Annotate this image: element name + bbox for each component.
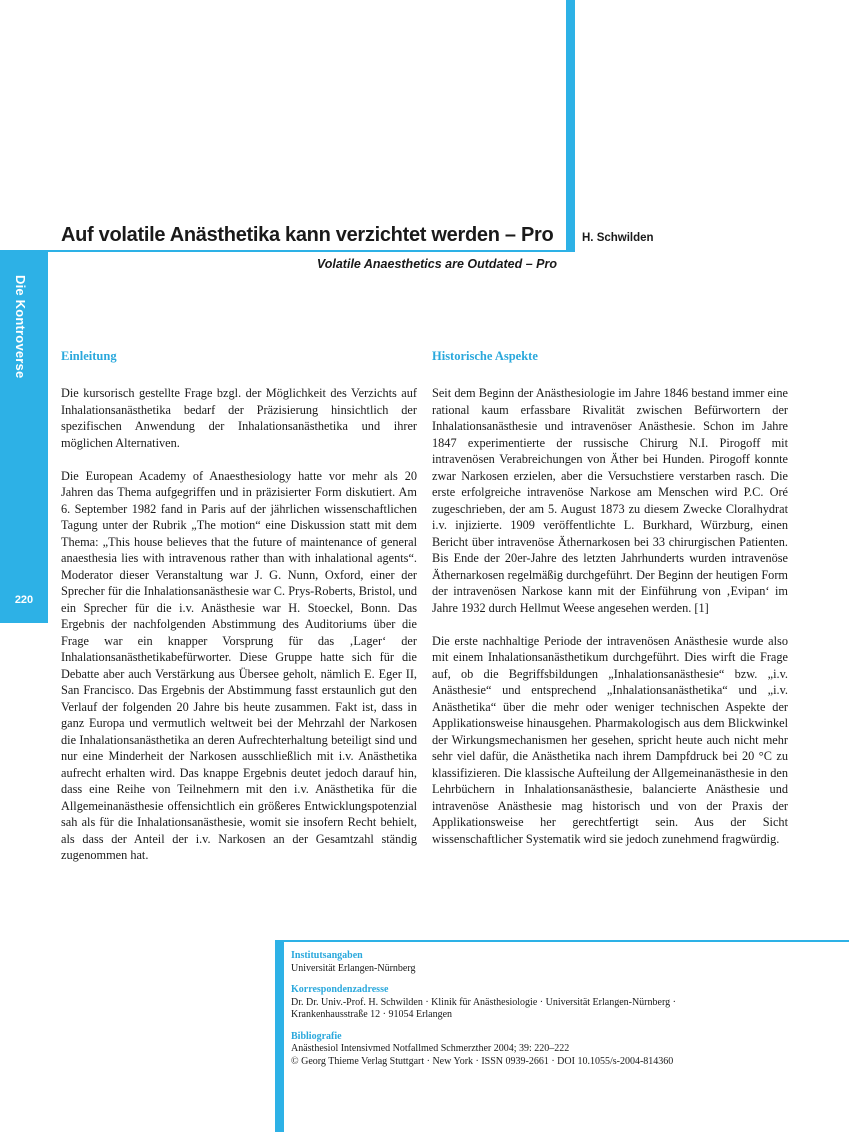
paragraph: Die erste nachhaltige Periode der intravenösen Anästhesie wurde also mit einem Inhalationsanästhetikum durchgeführt. Dies wirft die Frage auf, ob die Begriffsbildungen „Inhalationsanästhesie“ bzw. „i.v. Anästhesie“ und entsprechend „Inhalationsanästhetika“ und „i.v. Anästhetika“ über die mehr oder weniger technischen Aspekte der Applikationsweise hinausgehen. Pharmakologisch aus dem Blickwinkel der Wirkungsmechanismen her gesehen, spricht heute auch nicht mehr sehr viel dafür, die Anästhetika nach ihrem Dampfdruck bei 20 °C zu klassifizieren. Die klassische Aufteilung der Allgemeinanästhesie in den Lehrbüchern in Inhalationsanästhesie, balancierte Anästhesie und intravenöse Anästhesie mag historisch und von der Praxis der Applikationsweise her gerechtfertigt sein. Aus der Sicht wissenschaftlicher Systematik wird sie jedoch zunehmend fragwürdig. bbox=[432, 633, 788, 846]
info-box-bar bbox=[275, 940, 284, 1132]
institution-text: Universität Erlangen-Nürnberg bbox=[291, 962, 416, 974]
page-number: 220 bbox=[14, 594, 34, 606]
article-subtitle: Volatile Anaesthetics are Outdated – Pro bbox=[316, 257, 557, 271]
correspondence-block bbox=[291, 984, 841, 1022]
bibliography-line: Anästhesiol Intensivmed Notfallmed Schmerzther 2004; 39: 220–222 bbox=[291, 1043, 570, 1054]
bibliography-line: © Georg Thieme Verlag Stuttgart · New York · ISSN 0939-2661 · DOI 10.1055/s-2004-814360 bbox=[291, 1055, 674, 1067]
info-box-rule bbox=[275, 940, 849, 942]
paragraph: Die European Academy of Anaesthesiology hatte vor mehr als 20 Jahren das Thema aufgegriffen und in präzisierter Form diskutiert. Am 6. September 1982 fand in Paris auf der jährlichen wissenschaftlichen Tagung unter der Rubrik „The motion“ eine Diskussion statt mit dem Thema: „This house believes that the future of maintenance of general anaesthesia lies with intravenous rather than with inhalational agents“. Moderator dieser Veranstaltung war J. G. Nunn, Oxford, einer der Sprecher für die Inhalationsanästhesie war C. Prys-Roberts, Bristol, und ein Sprecher für die i.v. Anästhesie war H. Stoeckel, Bonn. Das Ergebnis der nachfolgenden Abstimmung des Auditoriums über die Frage war ein knapper Vorsprung für das ‚Lager‘ der Inhalationsanästhetikabefürworter. Diese Gruppe hatte sich für die Debatte aber auch Verstärkung aus Übersee geholt, nämlich E. Eger II, San Francisco. Das Ergebnis der Abstimmung fasst erstaunlich gut den Verlauf der folgenden 20 Jahre bis heute zusammen. Fakt ist, dass in ganz Europa und vermutlich weltweit bei der Mehrzahl der Narkosen die Inhalationsanästhetika an deren Aufrechterhaltung beteiligt sind und nur eine Minderheit der Narkosen ausschließlich mit i.v. Anästhetika aufrecht erhalten wird. Das knappe Ergebnis deutet jedoch darauf hin, dass eine Reihe von Teilnehmern mit den i.v. Anästhetika für die Allgemeinanästhesie offensichtlich ein größeres Entwicklungspotenzial sah als für die Inhalationsanästhesie, womit sie insofern Recht behielt, als dass der Anteil der i.v. Narkosen an der Gesamtzahl ständig zugenommen hat. bbox=[61, 468, 417, 862]
author-name: H. Schwilden bbox=[582, 232, 654, 244]
section-heading-einleitung: Einleitung bbox=[61, 349, 117, 363]
paragraph: Die kursorisch gestellte Frage bzgl. der Möglichkeit des Verzichts auf Inhalationsanästhetika bedarf der Präzisierung hinsichtlich der spezifischen Anwendung der Inhalationsanästhetika und ihrer möglichen Alternativen. bbox=[61, 386, 417, 450]
correspondence-line: Dr. Dr. Univ.-Prof. H. Schwilden · Klinik für Anästhesiologie · Universität Erlangen-Nürnberg · bbox=[291, 996, 676, 1008]
paragraph: Seit dem Beginn der Anästhesiologie im Jahre 1846 bestand immer eine rational kaum erfassbare Rivalität zwischen Befürwortern der Inhalationsanästhesie und intravenöser Anästhesie. Schon im Jahre 1847 experimentierte der russische Chirurg N.I. Pirogoff mit intravenösen Verabreichungen von Äther bei Hunden. Pirogoff konnte zwar Narkosen erzielen, aber die Versuchstiere verstarben rasch. Die erste erfolgreiche intravenöse Narkose am Menschen wird P.C. Oré zugeschrieben, der am 5. August 1873 zu diesem Zwecke Cloralhydrat i.v. injizierte. 1909 veröffentlichte L. Burkhard, Würzburg, einen Bericht über intravenöse Äthernarkosen bei 33 chirurgischen Patienten. Bis Ende der 20er-Jahre des letzten Jahrhunderts wurden intravenöse Äthernarkosen regelmäßig durchgeführt. Der Beginn der heutigen Form der intravenösen Narkose kann mit der Einführung von ‚Evipan‘ im Jahre 1932 durch Hellmut Weese angesehen werden. [1] bbox=[432, 386, 788, 615]
correspondence-line: Krankenhausstraße 12 · 91054 Erlangen bbox=[291, 1009, 453, 1020]
article-title: Auf volatile Anästhetika kann verzichtet werden – Pro bbox=[61, 224, 554, 246]
bibliography-heading: Bibliografie bbox=[291, 1030, 342, 1042]
left-column bbox=[61, 349, 417, 880]
right-column bbox=[432, 349, 788, 864]
accent-bar-vertical bbox=[566, 0, 575, 250]
institution-block bbox=[291, 950, 841, 975]
bibliography-block bbox=[291, 1031, 841, 1069]
article-info-box bbox=[291, 950, 841, 1077]
institution-heading: Institutsangaben bbox=[291, 950, 363, 961]
header-rule bbox=[0, 250, 575, 252]
section-heading-historische-aspekte: Historische Aspekte bbox=[432, 349, 538, 363]
side-tab-label: Die Kontroverse bbox=[13, 275, 28, 379]
correspondence-heading: Korrespondenzadresse bbox=[291, 984, 389, 995]
